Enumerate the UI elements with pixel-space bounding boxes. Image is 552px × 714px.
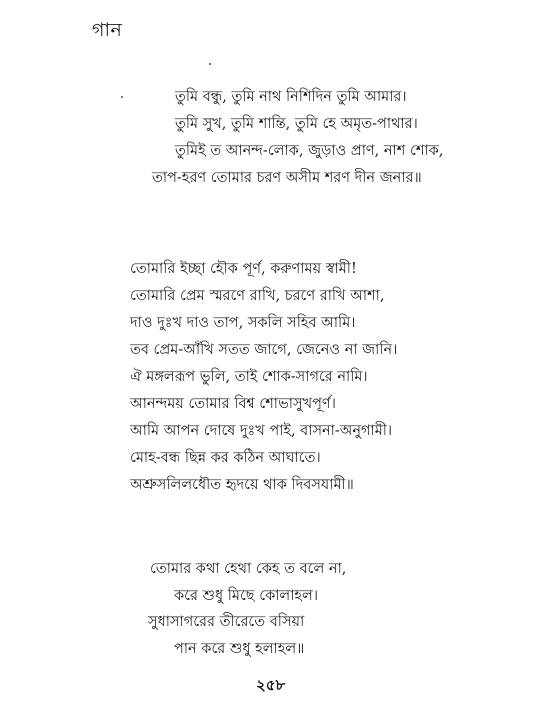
verse-line: সুধাসাগরের তীরেতে বসিয়া (148, 614, 305, 630)
verse-line: তব প্রেম-আঁখি সতত জাগে, জেনেও না জানি। (130, 342, 398, 358)
verse-line: তুমি বন্ধু, তুমি নাথ নিশিদিন তুমি আমার। (175, 89, 407, 105)
verse-line: তোমারি ইচ্ছা হৌক পূর্ণ, করুণাময় স্বামী! (130, 261, 357, 277)
verse-line: করে শুধু মিছে কোলাহল। (174, 587, 319, 604)
scan-speck (121, 96, 123, 98)
verse-line: আমি আপন দোষে দুঃখ পাই, বাসনা-অনুগামী। (130, 423, 393, 439)
verse-line: ঐ মঙ্গলরূপ ভুলি, তাই শোক-সাগরে নামি। (130, 369, 368, 385)
verse-line: অশ্রুসলিলধৌত হৃদয়ে থাক দিবসযামী॥ (130, 477, 354, 493)
verse-line: আনন্দময় তোমার বিশ্ব শোভাসুখপূর্ণ। (130, 396, 336, 412)
verse-line: তোমারি প্রেম স্মরণে রাখি, চরণে রাখি আশা, (130, 288, 385, 304)
stanza-2 (130, 256, 397, 499)
page-header-title: গান (92, 19, 123, 41)
verse-line: তাপ-হরণ তোমার চরণ অসীম শরণ দীন জনার॥ (152, 170, 422, 186)
verse-line: তোমার কথা হেথা কেহ ত বলে না, (150, 561, 347, 577)
page-number: ২৫৮ (256, 676, 286, 694)
stanza-3 (150, 556, 346, 662)
verse-line: পান করে শুধু হলাহল॥ (174, 640, 305, 657)
verse-line: তুমি সুখ, তুমি শান্তি, তুমি হে অমৃত-পাথার। (175, 116, 418, 132)
verse-line: দাও দুঃখ দাও তাপ, সকলি সহিব আমি। (130, 315, 356, 331)
scan-speck (209, 63, 211, 65)
verse-line: মোহ-বন্ধ ছিন্ন কর কঠিন আঘাতে। (130, 450, 321, 466)
verse-line: তুমিই ত আনন্দ-লোক, জুড়াও প্রাণ, নাশ শোক, (175, 143, 444, 159)
stanza-1 (152, 84, 444, 192)
